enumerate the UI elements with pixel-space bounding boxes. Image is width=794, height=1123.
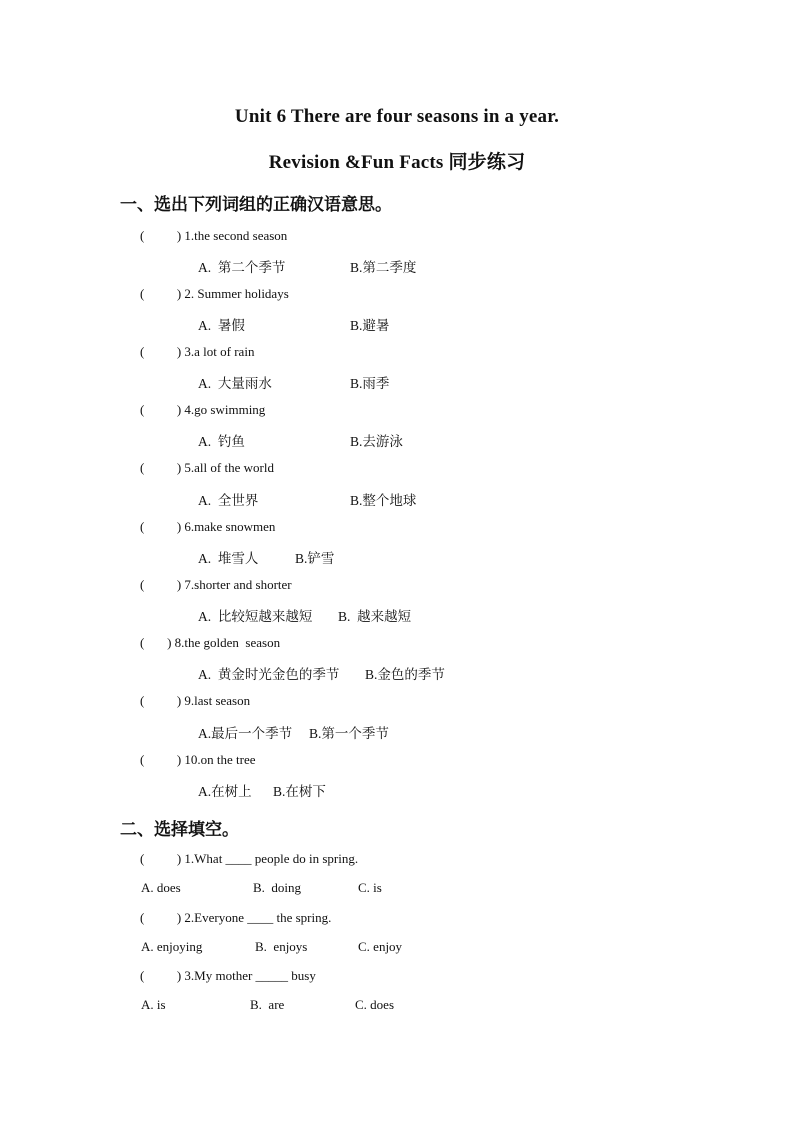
fill-question-3-option-c: C. does	[355, 997, 394, 1012]
question-10-option-a: A.在树上	[198, 784, 252, 799]
fill-question-2-option-b: B. enjoys	[255, 939, 308, 954]
fill-question-1: ( ) 1.What ____ people do in spring.	[140, 851, 359, 866]
fill-question-2-option-a: A. enjoying	[141, 939, 203, 954]
fill-question-3-option-b: B. are	[250, 997, 285, 1012]
question-3: ( ) 3.a lot of rain	[140, 344, 255, 359]
page-title: Unit 6 There are four seasons in a year.	[234, 106, 560, 127]
question-5-option-a: A. 全世界	[198, 493, 259, 508]
question-1-option-b: B.第二季度	[350, 260, 417, 275]
question-7-option-b: B. 越来越短	[338, 609, 412, 624]
question-3-option-b: B.雨季	[350, 376, 390, 391]
section-2-heading: 二、选择填空。	[120, 820, 239, 839]
question-2: ( ) 2. Summer holidays	[140, 286, 289, 301]
question-4: ( ) 4.go swimming	[140, 402, 266, 417]
question-8-option-b: B.金色的季节	[365, 667, 445, 682]
question-10-option-b: B.在树下	[273, 784, 326, 799]
page-subtitle: Revision &Fun Facts 同步练习	[268, 152, 526, 173]
question-6: ( ) 6.make snowmen	[140, 519, 276, 534]
fill-question-1-option-c: C. is	[358, 880, 382, 895]
question-2-option-b: B.避暑	[350, 318, 390, 333]
section-1-heading: 一、选出下列词组的正确汉语意思。	[120, 195, 392, 214]
question-9-option-b: B.第一个季节	[309, 726, 389, 741]
question-10: ( ) 10.on the tree	[140, 752, 256, 767]
question-1-option-a: A. 第二个季节	[198, 260, 286, 275]
fill-question-2: ( ) 2.Everyone ____ the spring.	[140, 910, 332, 925]
question-5-option-b: B.整个地球	[350, 493, 417, 508]
question-6-option-b: B.铲雪	[295, 551, 335, 566]
question-8-option-a: A. 黄金时光金色的季节	[198, 667, 340, 682]
question-1: ( ) 1.the second season	[140, 228, 288, 243]
fill-question-3: ( ) 3.My mother _____ busy	[140, 968, 316, 983]
question-4-option-a: A. 钓鱼	[198, 434, 245, 449]
question-8: ( ) 8.the golden season	[140, 635, 281, 650]
fill-question-1-option-a: A. does	[141, 880, 181, 895]
question-4-option-b: B.去游泳	[350, 434, 403, 449]
fill-question-2-option-c: C. enjoy	[358, 939, 403, 954]
question-7-option-a: A. 比较短越来越短	[198, 609, 313, 624]
question-9-option-a: A.最后一个季节	[198, 726, 293, 741]
question-7: ( ) 7.shorter and shorter	[140, 577, 292, 592]
question-2-option-a: A. 暑假	[198, 318, 245, 333]
fill-question-3-option-a: A. is	[141, 997, 166, 1012]
fill-question-1-option-b: B. doing	[253, 880, 302, 895]
question-3-option-a: A. 大量雨水	[198, 376, 272, 391]
question-6-option-a: A. 堆雪人	[198, 551, 259, 566]
question-9: ( ) 9.last season	[140, 693, 251, 708]
question-5: ( ) 5.all of the world	[140, 460, 274, 475]
